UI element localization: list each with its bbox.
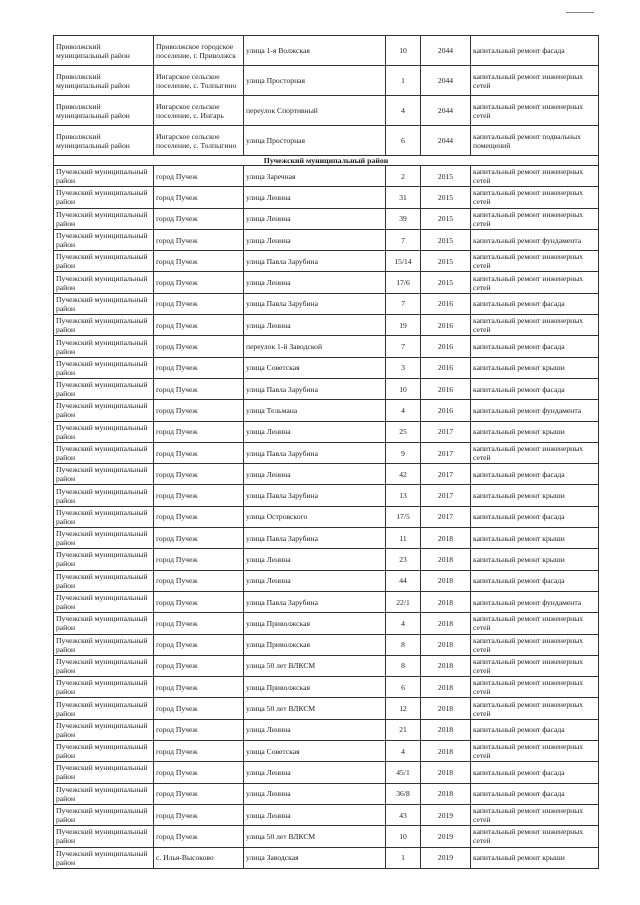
work-type-cell: капитальный ремонт фасада — [471, 762, 599, 783]
table-row — [54, 655, 599, 676]
year-cell: 2015 — [421, 251, 471, 272]
street-cell: улица Ленина — [244, 719, 386, 740]
house-number-cell: 1 — [386, 66, 421, 96]
settlement-cell: город Пучеж — [154, 485, 244, 506]
work-type-cell: капитальный ремонт инженерных сетей — [471, 251, 599, 272]
settlement-cell: город Пучеж — [154, 166, 244, 187]
street-cell: улица Ленина — [244, 549, 386, 570]
house-number-cell: 25 — [386, 421, 421, 442]
table-row — [54, 506, 599, 527]
settlement-cell: Приволжское городское поселение, г. Приволжск — [154, 36, 244, 66]
settlement-cell: город Пучеж — [154, 826, 244, 847]
year-cell: 2016 — [421, 400, 471, 421]
settlement-cell: город Пучеж — [154, 421, 244, 442]
year-cell: 2019 — [421, 826, 471, 847]
district-cell: Пучежский муниципальный район — [54, 378, 154, 399]
house-number-cell: 8 — [386, 655, 421, 676]
district-cell: Пучежский муниципальный район — [54, 741, 154, 762]
district-cell: Пучежский муниципальный район — [54, 698, 154, 719]
work-type-cell: капитальный ремонт фундамента — [471, 229, 599, 250]
work-type-cell: капитальный ремонт крыши — [471, 528, 599, 549]
district-cell: Пучежский муниципальный район — [54, 315, 154, 336]
street-cell: улица Ленина — [244, 272, 386, 293]
table-row — [54, 36, 599, 66]
house-number-cell: 10 — [386, 378, 421, 399]
work-type-cell: капитальный ремонт фасада — [471, 36, 599, 66]
work-type-cell: капитальный ремонт крыши — [471, 421, 599, 442]
table-row — [54, 464, 599, 485]
district-cell: Приволжский муниципальный район — [54, 66, 154, 96]
street-cell: улица Павла Зарубина — [244, 442, 386, 463]
street-cell: улица Павла Зарубина — [244, 528, 386, 549]
house-number-cell: 31 — [386, 187, 421, 208]
work-type-cell: капитальный ремонт крыши — [471, 847, 599, 868]
settlement-cell: город Пучеж — [154, 634, 244, 655]
year-cell: 2017 — [421, 506, 471, 527]
district-cell: Пучежский муниципальный район — [54, 400, 154, 421]
settlement-cell: город Пучеж — [154, 208, 244, 229]
street-cell: улица Ленина — [244, 570, 386, 591]
year-cell: 2016 — [421, 378, 471, 399]
repair-schedule-table — [53, 35, 599, 869]
settlement-cell: город Пучеж — [154, 187, 244, 208]
settlement-cell: город Пучеж — [154, 229, 244, 250]
table-row — [54, 336, 599, 357]
year-cell: 2018 — [421, 570, 471, 591]
settlement-cell: город Пучеж — [154, 613, 244, 634]
district-cell: Пучежский муниципальный район — [54, 336, 154, 357]
table-row — [54, 66, 599, 96]
year-cell: 2017 — [421, 485, 471, 506]
settlement-cell: город Пучеж — [154, 783, 244, 804]
district-cell: Пучежский муниципальный район — [54, 506, 154, 527]
table-row — [54, 293, 599, 314]
district-cell: Пучежский муниципальный район — [54, 591, 154, 612]
work-type-cell: капитальный ремонт инженерных сетей — [471, 187, 599, 208]
house-number-cell: 13 — [386, 485, 421, 506]
year-cell: 2015 — [421, 208, 471, 229]
settlement-cell: город Пучеж — [154, 804, 244, 825]
district-cell: Пучежский муниципальный район — [54, 187, 154, 208]
table-row — [54, 315, 599, 336]
house-number-cell: 12 — [386, 698, 421, 719]
table-row — [54, 378, 599, 399]
district-cell: Пучежский муниципальный район — [54, 251, 154, 272]
house-number-cell: 2 — [386, 166, 421, 187]
settlement-cell: город Пучеж — [154, 719, 244, 740]
street-cell: улица Павла Зарубина — [244, 378, 386, 399]
house-number-cell: 6 — [386, 126, 421, 156]
work-type-cell: капитальный ремонт инженерных сетей — [471, 208, 599, 229]
house-number-cell: 15/14 — [386, 251, 421, 272]
settlement-cell: город Пучеж — [154, 378, 244, 399]
street-cell: улица 1-я Волжская — [244, 36, 386, 66]
table-row — [54, 570, 599, 591]
year-cell: 2018 — [421, 591, 471, 612]
work-type-cell: капитальный ремонт фасада — [471, 719, 599, 740]
district-cell: Пучежский муниципальный район — [54, 804, 154, 825]
street-cell: улица Ленина — [244, 315, 386, 336]
table-row — [54, 677, 599, 698]
street-cell: улица Заречная — [244, 166, 386, 187]
work-type-cell: капитальный ремонт инженерных сетей — [471, 166, 599, 187]
settlement-cell: город Пучеж — [154, 315, 244, 336]
work-type-cell: капитальный ремонт фасада — [471, 506, 599, 527]
year-cell: 2015 — [421, 272, 471, 293]
year-cell: 2017 — [421, 442, 471, 463]
house-number-cell: 4 — [386, 741, 421, 762]
house-number-cell: 4 — [386, 613, 421, 634]
table-row — [54, 208, 599, 229]
work-type-cell: капитальный ремонт фундамента — [471, 400, 599, 421]
district-cell: Пучежский муниципальный район — [54, 166, 154, 187]
district-cell: Приволжский муниципальный район — [54, 126, 154, 156]
year-cell: 2018 — [421, 677, 471, 698]
house-number-cell: 21 — [386, 719, 421, 740]
street-cell: улица Советская — [244, 357, 386, 378]
district-cell: Пучежский муниципальный район — [54, 464, 154, 485]
district-cell: Пучежский муниципальный район — [54, 634, 154, 655]
year-cell: 2019 — [421, 847, 471, 868]
house-number-cell: 36/8 — [386, 783, 421, 804]
table-row — [54, 272, 599, 293]
district-cell: Пучежский муниципальный район — [54, 783, 154, 804]
year-cell: 2015 — [421, 229, 471, 250]
work-type-cell: капитальный ремонт инженерных сетей — [471, 655, 599, 676]
house-number-cell: 11 — [386, 528, 421, 549]
year-cell: 2044 — [421, 36, 471, 66]
table-row — [54, 613, 599, 634]
settlement-cell: город Пучеж — [154, 357, 244, 378]
work-type-cell: капитальный ремонт инженерных сетей — [471, 66, 599, 96]
work-type-cell: капитальный ремонт инженерных сетей — [471, 698, 599, 719]
house-number-cell: 7 — [386, 229, 421, 250]
settlement-cell: Ингарское сельское поселение, с. Толпыгино — [154, 66, 244, 96]
house-number-cell: 3 — [386, 357, 421, 378]
settlement-cell: город Пучеж — [154, 400, 244, 421]
district-cell: Пучежский муниципальный район — [54, 613, 154, 634]
settlement-cell: город Пучеж — [154, 741, 244, 762]
year-cell: 2018 — [421, 741, 471, 762]
work-type-cell: капитальный ремонт фундамента — [471, 591, 599, 612]
district-cell: Пучежский муниципальный район — [54, 293, 154, 314]
district-cell: Пучежский муниципальный район — [54, 762, 154, 783]
house-number-cell: 43 — [386, 804, 421, 825]
work-type-cell: капитальный ремонт инженерных сетей — [471, 613, 599, 634]
year-cell: 2018 — [421, 655, 471, 676]
year-cell: 2016 — [421, 293, 471, 314]
street-cell: улица Просторная — [244, 66, 386, 96]
street-cell: улица Приволжская — [244, 634, 386, 655]
street-cell: улица Ленина — [244, 804, 386, 825]
work-type-cell: капитальный ремонт инженерных сетей — [471, 634, 599, 655]
work-type-cell: капитальный ремонт инженерных сетей — [471, 677, 599, 698]
settlement-cell: город Пучеж — [154, 251, 244, 272]
street-cell: улица Островского — [244, 506, 386, 527]
settlement-cell: Ингарское сельское поселение, с. Толпыгино — [154, 126, 244, 156]
table-row — [54, 528, 599, 549]
district-cell: Пучежский муниципальный район — [54, 570, 154, 591]
table-row — [54, 357, 599, 378]
street-cell: улица Павла Зарубина — [244, 591, 386, 612]
table-row — [54, 847, 599, 868]
work-type-cell: капитальный ремонт фасада — [471, 293, 599, 314]
street-cell: улица Ленина — [244, 762, 386, 783]
year-cell: 2017 — [421, 421, 471, 442]
table-row — [54, 126, 599, 156]
settlement-cell: город Пучеж — [154, 506, 244, 527]
street-cell: улица Просторная — [244, 126, 386, 156]
table-row — [54, 591, 599, 612]
street-cell: улица Ленина — [244, 783, 386, 804]
settlement-cell: Ингарское сельское поселение, с. Ингарь — [154, 96, 244, 126]
table-row — [54, 187, 599, 208]
work-type-cell: капитальный ремонт подвальных помещений — [471, 126, 599, 156]
street-cell: улица Советская — [244, 741, 386, 762]
work-type-cell: капитальный ремонт фасада — [471, 570, 599, 591]
table-row — [54, 783, 599, 804]
settlement-cell: с. Илья-Высоково — [154, 847, 244, 868]
table-row — [54, 549, 599, 570]
house-number-cell: 17/5 — [386, 506, 421, 527]
work-type-cell: капитальный ремонт фасада — [471, 378, 599, 399]
settlement-cell: город Пучеж — [154, 591, 244, 612]
street-cell: улица Приволжская — [244, 613, 386, 634]
table-row — [54, 485, 599, 506]
settlement-cell: город Пучеж — [154, 549, 244, 570]
year-cell: 2044 — [421, 126, 471, 156]
year-cell: 2016 — [421, 315, 471, 336]
year-cell: 2019 — [421, 804, 471, 825]
work-type-cell: капитальный ремонт фасада — [471, 783, 599, 804]
year-cell: 2018 — [421, 634, 471, 655]
year-cell: 2018 — [421, 762, 471, 783]
street-cell: переулок Спортивный — [244, 96, 386, 126]
district-cell: Пучежский муниципальный район — [54, 677, 154, 698]
table-row — [54, 826, 599, 847]
year-cell: 2018 — [421, 719, 471, 740]
house-number-cell: 6 — [386, 677, 421, 698]
street-cell: улица Заводская — [244, 847, 386, 868]
table-row — [54, 698, 599, 719]
district-cell: Пучежский муниципальный район — [54, 847, 154, 868]
street-cell: улица Ленина — [244, 229, 386, 250]
year-cell: 2016 — [421, 336, 471, 357]
settlement-cell: город Пучеж — [154, 655, 244, 676]
settlement-cell: город Пучеж — [154, 464, 244, 485]
settlement-cell: город Пучеж — [154, 528, 244, 549]
house-number-cell: 10 — [386, 36, 421, 66]
table-row — [54, 96, 599, 126]
street-cell: улица Ленина — [244, 187, 386, 208]
house-number-cell: 23 — [386, 549, 421, 570]
settlement-cell: город Пучеж — [154, 442, 244, 463]
street-cell: улица Павла Зарубина — [244, 251, 386, 272]
year-cell: 2018 — [421, 549, 471, 570]
work-type-cell: капитальный ремонт инженерных сетей — [471, 741, 599, 762]
house-number-cell: 4 — [386, 96, 421, 126]
work-type-cell: капитальный ремонт крыши — [471, 485, 599, 506]
district-cell: Пучежский муниципальный район — [54, 826, 154, 847]
district-cell: Пучежский муниципальный район — [54, 208, 154, 229]
house-number-cell: 4 — [386, 400, 421, 421]
work-type-cell: капитальный ремонт инженерных сетей — [471, 315, 599, 336]
house-number-cell: 39 — [386, 208, 421, 229]
house-number-cell: 19 — [386, 315, 421, 336]
district-cell: Пучежский муниципальный район — [54, 528, 154, 549]
year-cell: 2016 — [421, 357, 471, 378]
street-cell: улица Ленина — [244, 208, 386, 229]
year-cell: 2015 — [421, 166, 471, 187]
year-cell: 2017 — [421, 464, 471, 485]
work-type-cell: капитальный ремонт фасада — [471, 336, 599, 357]
year-cell: 2018 — [421, 783, 471, 804]
table-row — [54, 229, 599, 250]
year-cell: 2015 — [421, 187, 471, 208]
table-row — [54, 634, 599, 655]
table-row — [54, 741, 599, 762]
district-cell: Пучежский муниципальный район — [54, 421, 154, 442]
district-cell: Пучежский муниципальный район — [54, 442, 154, 463]
district-cell: Пучежский муниципальный район — [54, 229, 154, 250]
table-row — [54, 719, 599, 740]
house-number-cell: 22/1 — [386, 591, 421, 612]
street-cell: улица 50 лет ВЛКСМ — [244, 698, 386, 719]
street-cell: улица Тельмана — [244, 400, 386, 421]
year-cell: 2018 — [421, 528, 471, 549]
district-cell: Пучежский муниципальный район — [54, 655, 154, 676]
house-number-cell: 7 — [386, 336, 421, 357]
district-cell: Пучежский муниципальный район — [54, 719, 154, 740]
table-row — [54, 442, 599, 463]
work-type-cell: капитальный ремонт крыши — [471, 549, 599, 570]
work-type-cell: капитальный ремонт инженерных сетей — [471, 272, 599, 293]
house-number-cell: 44 — [386, 570, 421, 591]
street-cell: улица Ленина — [244, 421, 386, 442]
scan-mark — [566, 12, 594, 13]
settlement-cell: город Пучеж — [154, 762, 244, 783]
settlement-cell: город Пучеж — [154, 272, 244, 293]
year-cell: 2018 — [421, 613, 471, 634]
district-cell: Пучежский муниципальный район — [54, 357, 154, 378]
house-number-cell: 8 — [386, 634, 421, 655]
street-cell: улица Павла Зарубина — [244, 293, 386, 314]
house-number-cell: 1 — [386, 847, 421, 868]
street-cell: переулок 1-й Заводской — [244, 336, 386, 357]
street-cell: улица Ленина — [244, 464, 386, 485]
settlement-cell: город Пучеж — [154, 293, 244, 314]
year-cell: 2044 — [421, 96, 471, 126]
settlement-cell: город Пучеж — [154, 336, 244, 357]
street-cell: улица Павла Зарубина — [244, 485, 386, 506]
street-cell: улица 50 лет ВЛКСМ — [244, 655, 386, 676]
work-type-cell: капитальный ремонт фасада — [471, 464, 599, 485]
district-cell: Приволжский муниципальный район — [54, 96, 154, 126]
house-number-cell: 9 — [386, 442, 421, 463]
district-cell: Пучежский муниципальный район — [54, 485, 154, 506]
house-number-cell: 17/6 — [386, 272, 421, 293]
settlement-cell: город Пучеж — [154, 570, 244, 591]
work-type-cell: капитальный ремонт инженерных сетей — [471, 442, 599, 463]
work-type-cell: капитальный ремонт крыши — [471, 357, 599, 378]
table-row — [54, 421, 599, 442]
house-number-cell: 45/1 — [386, 762, 421, 783]
street-cell: улица 50 лет ВЛКСМ — [244, 826, 386, 847]
settlement-cell: город Пучеж — [154, 677, 244, 698]
settlement-cell: город Пучеж — [154, 698, 244, 719]
district-cell: Пучежский муниципальный район — [54, 272, 154, 293]
section-header-row — [54, 156, 599, 166]
district-cell: Пучежский муниципальный район — [54, 549, 154, 570]
table-row — [54, 400, 599, 421]
house-number-cell: 7 — [386, 293, 421, 314]
house-number-cell: 10 — [386, 826, 421, 847]
district-cell: Приволжский муниципальный район — [54, 36, 154, 66]
year-cell: 2018 — [421, 698, 471, 719]
work-type-cell: капитальный ремонт инженерных сетей — [471, 826, 599, 847]
section-title: Пучежский муниципальный район — [54, 156, 599, 166]
house-number-cell: 42 — [386, 464, 421, 485]
table-row — [54, 762, 599, 783]
table-row — [54, 804, 599, 825]
year-cell: 2044 — [421, 66, 471, 96]
table-row — [54, 166, 599, 187]
table-row — [54, 251, 599, 272]
street-cell: улица Приволжская — [244, 677, 386, 698]
work-type-cell: капитальный ремонт инженерных сетей — [471, 804, 599, 825]
work-type-cell: капитальный ремонт инженерных сетей — [471, 96, 599, 126]
